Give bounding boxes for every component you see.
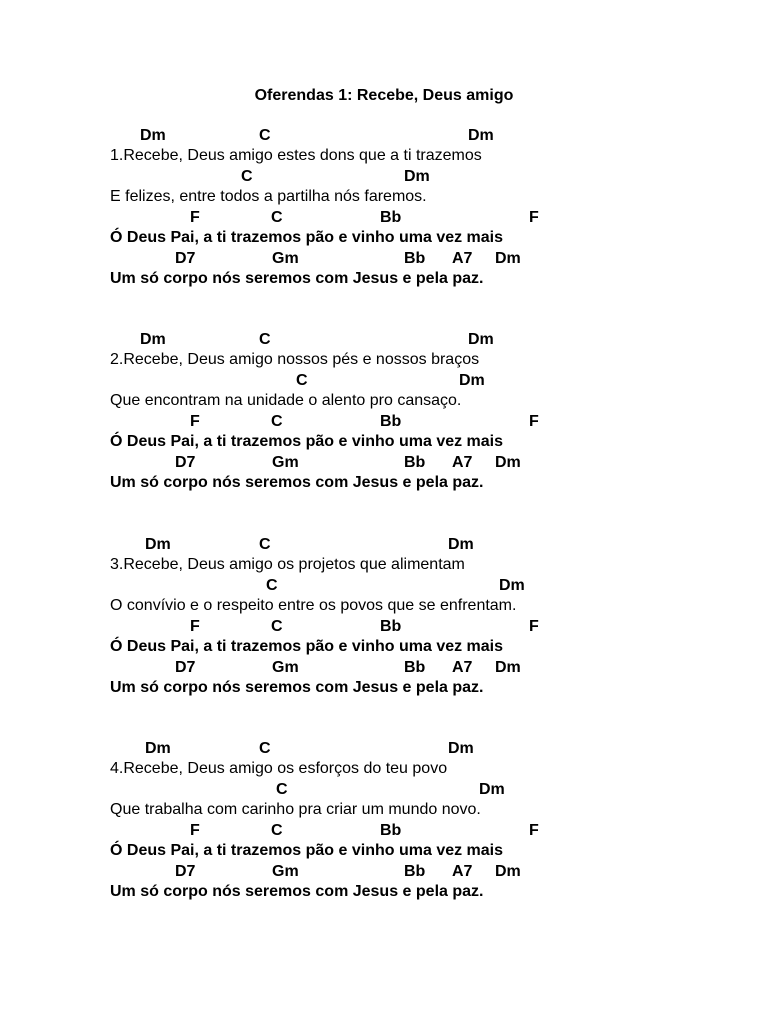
chord-line	[0, 371, 768, 391]
chord: Dm	[499, 577, 525, 594]
chord: C	[241, 168, 253, 185]
lyric-text: 1.Recebe, Deus amigo estes dons que a ti trazemos	[110, 147, 482, 164]
lyric-line	[0, 800, 768, 820]
lyric-text: O convívio e o respeito entre os povos que se enfrentam.	[110, 597, 517, 614]
chord: Dm	[145, 740, 171, 757]
chord: Bb	[404, 863, 426, 880]
chord: Dm	[140, 127, 166, 144]
refrain-text: Um só corpo nós seremos com Jesus e pela paz.	[110, 474, 484, 491]
chord-line	[0, 453, 768, 473]
song-title: Oferendas 1: Recebe, Deus amigo	[254, 87, 514, 104]
chord-line	[0, 658, 768, 678]
chord: Bb	[404, 454, 426, 471]
chord: Dm	[495, 250, 521, 267]
chord: Bb	[380, 822, 402, 839]
chord: C	[259, 331, 271, 348]
chord-line	[0, 412, 768, 432]
lyric-text: Que encontram na unidade o alento pro cansaço.	[110, 392, 462, 409]
chord: Dm	[404, 168, 430, 185]
chord: F	[529, 822, 539, 839]
chord-line	[0, 739, 768, 759]
lyric-line	[0, 596, 768, 616]
chord: Dm	[448, 740, 474, 757]
chord-line	[0, 126, 768, 146]
chord: Dm	[495, 659, 521, 676]
chord: C	[259, 536, 271, 553]
chord: F	[190, 413, 200, 430]
lyric-text: Que trabalha com carinho pra criar um mundo novo.	[110, 801, 481, 818]
chord-line	[0, 167, 768, 187]
chord: Gm	[272, 454, 299, 471]
chord: Bb	[404, 659, 426, 676]
refrain-text: Um só corpo nós seremos com Jesus e pela paz.	[110, 270, 484, 287]
chord: A7	[452, 863, 473, 880]
chord: Dm	[459, 372, 485, 389]
chord: Bb	[380, 618, 402, 635]
chord: C	[266, 577, 278, 594]
chord: F	[190, 209, 200, 226]
refrain-line	[0, 432, 768, 452]
lyric-text: 3.Recebe, Deus amigo os projetos que alimentam	[110, 556, 465, 573]
chord: C	[271, 618, 283, 635]
chord: A7	[452, 250, 473, 267]
lyric-line	[0, 350, 768, 370]
refrain-text: Ó Deus Pai, a ti trazemos pão e vinho uma vez mais	[110, 433, 504, 450]
chord: Dm	[479, 781, 505, 798]
refrain-line	[0, 473, 768, 493]
chord: Dm	[495, 863, 521, 880]
lyric-text: 4.Recebe, Deus amigo os esforços do teu povo	[110, 760, 448, 777]
chord: D7	[175, 250, 196, 267]
chord: Bb	[404, 250, 426, 267]
chord: Dm	[495, 454, 521, 471]
chord: D7	[175, 454, 196, 471]
refrain-line	[0, 678, 768, 698]
chord-line	[0, 821, 768, 841]
chord-line	[0, 617, 768, 637]
lyric-line	[0, 187, 768, 207]
chord: C	[271, 209, 283, 226]
chord: A7	[452, 659, 473, 676]
chord: F	[190, 618, 200, 635]
refrain-line	[0, 841, 768, 861]
chord: C	[271, 822, 283, 839]
chord-line	[0, 208, 768, 228]
chord: F	[529, 209, 539, 226]
chord: F	[529, 618, 539, 635]
refrain-line	[0, 269, 768, 289]
chord: F	[529, 413, 539, 430]
chord: Dm	[448, 536, 474, 553]
chord: C	[259, 740, 271, 757]
chord: C	[276, 781, 288, 798]
chord: D7	[175, 659, 196, 676]
chord: Gm	[272, 250, 299, 267]
refrain-line	[0, 637, 768, 657]
chord: Dm	[468, 331, 494, 348]
chord: C	[259, 127, 271, 144]
lyric-line	[0, 759, 768, 779]
lyric-text: 2.Recebe, Deus amigo nossos pés e nossos braços	[110, 351, 480, 368]
chord-line	[0, 249, 768, 269]
chord-line	[0, 330, 768, 350]
chord-line	[0, 862, 768, 882]
refrain-text: Ó Deus Pai, a ti trazemos pão e vinho uma vez mais	[110, 229, 504, 246]
chord: C	[296, 372, 308, 389]
chord: D7	[175, 863, 196, 880]
chord: Dm	[140, 331, 166, 348]
chord: Gm	[272, 863, 299, 880]
chord: Bb	[380, 209, 402, 226]
chord: A7	[452, 454, 473, 471]
chord: Dm	[145, 536, 171, 553]
chord: Bb	[380, 413, 402, 430]
lyric-line	[0, 146, 768, 166]
refrain-text: Ó Deus Pai, a ti trazemos pão e vinho uma vez mais	[110, 842, 504, 859]
refrain-text: Um só corpo nós seremos com Jesus e pela paz.	[110, 883, 484, 900]
lyric-line	[0, 391, 768, 411]
chord: Dm	[468, 127, 494, 144]
lyric-text: E felizes, entre todos a partilha nós faremos.	[110, 188, 427, 205]
chord-line	[0, 535, 768, 555]
refrain-text: Ó Deus Pai, a ti trazemos pão e vinho uma vez mais	[110, 638, 504, 655]
chord: Gm	[272, 659, 299, 676]
chord-line	[0, 576, 768, 596]
chord-line	[0, 780, 768, 800]
lyric-line	[0, 555, 768, 575]
chord: C	[271, 413, 283, 430]
refrain-line	[0, 228, 768, 248]
refrain-line	[0, 882, 768, 902]
refrain-text: Um só corpo nós seremos com Jesus e pela paz.	[110, 679, 484, 696]
chord: F	[190, 822, 200, 839]
